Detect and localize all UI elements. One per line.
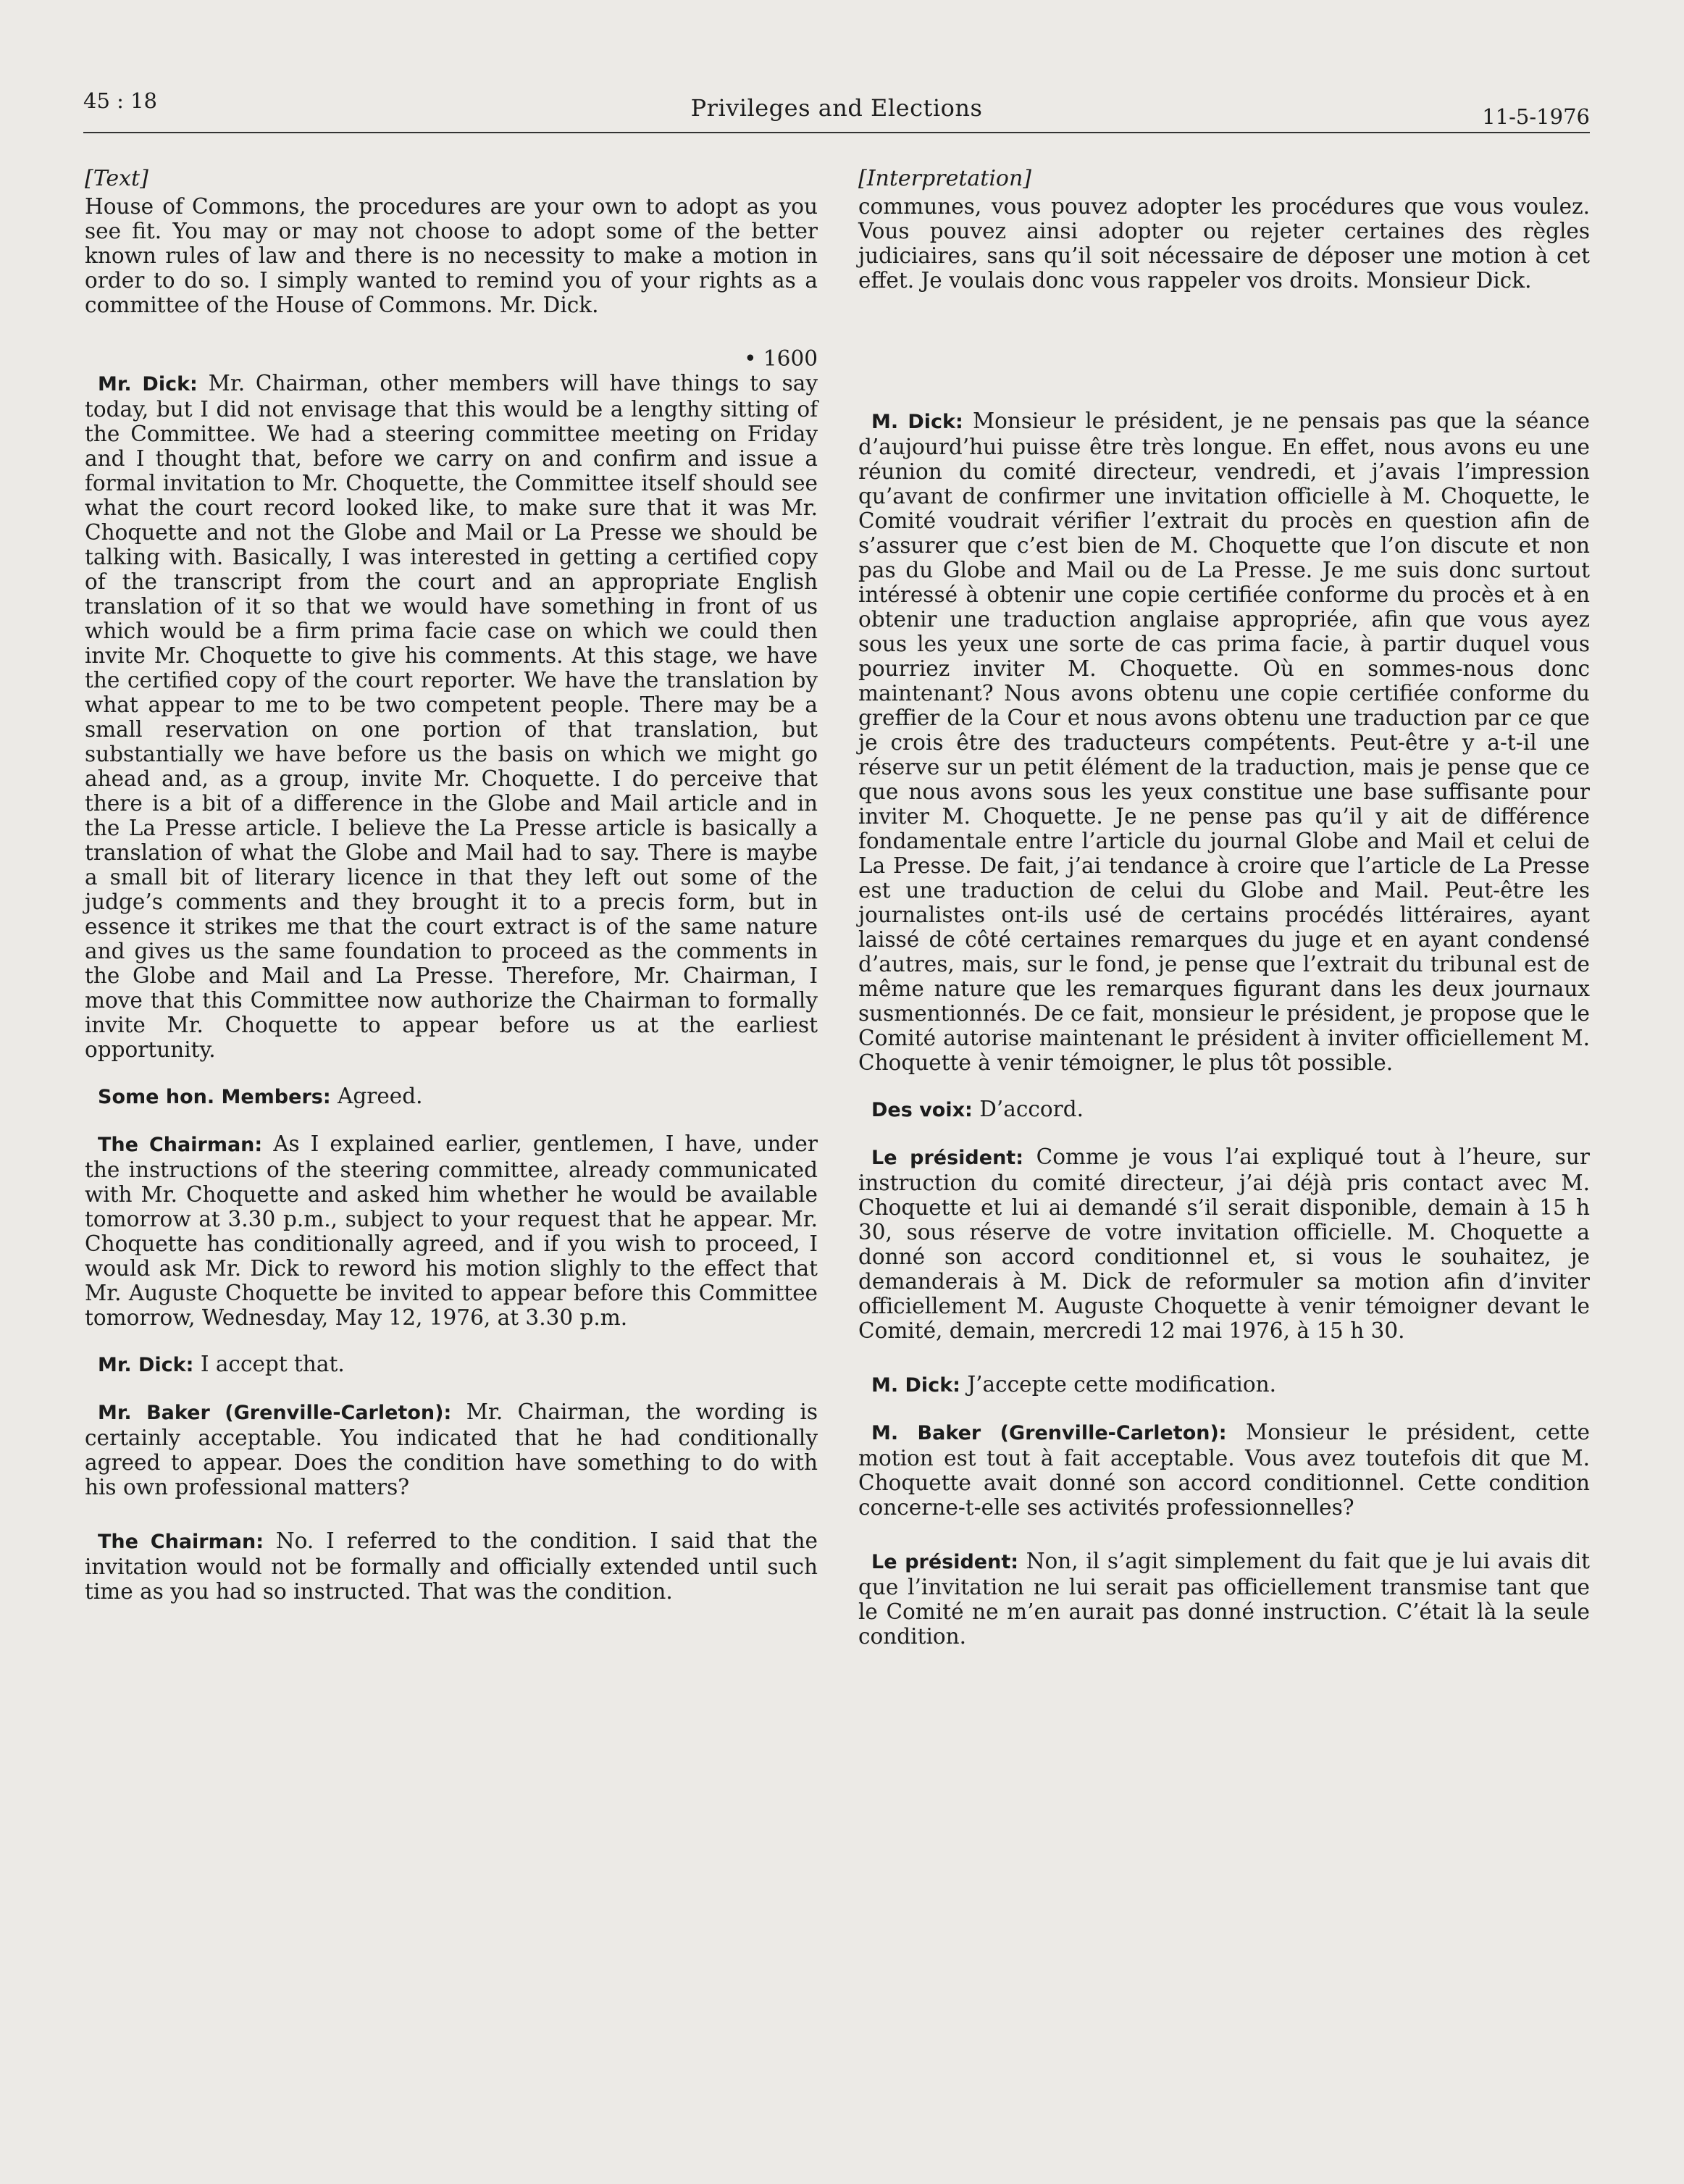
speech-text: J’accepte cette modification.: [967, 1372, 1276, 1397]
speech-text: D’accord.: [979, 1097, 1084, 1121]
speech-paragraph: [85, 1399, 818, 1499]
speech-paragraph: [858, 1145, 1590, 1343]
opening-paragraph: communes, vous pouvez adopter les procédures que vous voulez. Vous pouvez ainsi adopter ou rejeter certaines des règles judiciaires, sans qu’il soit nécessaire de déposer une motion à cet effet. Je voulais donc vous rappeler vos droits. Monsieur Dick.: [858, 194, 1590, 293]
speaker-name: Le président:: [871, 1147, 1024, 1169]
speaker-name: M. Baker (Grenville-Carleton):: [871, 1422, 1227, 1444]
speaker-name: Mr. Dick:: [98, 1354, 194, 1376]
page-date: 11-5-1976: [1482, 104, 1590, 129]
speech-text: I accept that.: [200, 1352, 345, 1376]
time-marker: • 1600: [744, 346, 818, 371]
speech-text: Non, il s’agit simplement du fait que je lui avais dit que l’invitation ne lui serait pas officiellement transmise tant que le Comité ne m’en aurait pas donné instruction. C’était là la seule condition.: [858, 1549, 1590, 1649]
speech-text: Mr. Chairman, other members will have things to say today, but I did not envisage that this would be a lengthy sitting of the Committee. We had a steering committee meeting on Friday and I thought that, before we carry on and confirm and issue a formal invitation to Mr. Choquette, the Committee itself should see what the court record looked like, to make sure that it was Mr. Choquette and not the Globe and Mail or La Presse we should be talking with. Basically, I was interested in getting a certified copy of the transcript from the court and an appropriate English translation of it so that we would have something in front of us which would be a firm prima facie case on which we could then invite Mr. Choquette to give his comments. At this stage, we have the certified copy of the court reporter. We have the translation by what appear to me to be two competent people. There may be a small reservation on one portion of that translation, but substantially we have before us the basis on which we might go ahead and, as a group, invite Mr. Choquette. I do perceive that there is a bit of a difference in the Globe and Mail article and in the La Presse article. I believe the La Presse article is basically a translation of what the Globe and Mail had to say. There is maybe a small bit of literary licence in that they left out some of the judge’s comments and they brought it to a precis form, but in essence it strikes me that the court extract is of the same nature and gives us the same foundation to proceed as the comments in the Globe and Mail and La Presse. Therefore, Mr. Chairman, I move that this Committee now authorize the Chairman to formally invite Mr. Choquette to appear before us at the earliest opportunity.: [85, 371, 818, 1062]
speaker-name: Mr. Baker (Grenville-Carleton):: [98, 1402, 452, 1424]
speaker-name: Des voix:: [871, 1099, 973, 1121]
speech-paragraph: [858, 1549, 1590, 1649]
speech-paragraph: [85, 1528, 818, 1604]
speech-text: Agreed.: [338, 1084, 423, 1108]
speech-paragraph: [858, 409, 1590, 1075]
speech-text: Mr. Chairman, the wording is certainly acceptable. You indicated that he had conditionally agreed to appear. Does the condition have something to do with his own professional matters?: [85, 1399, 818, 1499]
opening-paragraph: House of Commons, the procedures are your own to adopt as you see fit. You may or may not choose to adopt some of the better known rules of law and there is no necessity to make a motion in order to do so. I simply wanted to remind you of your rights as a committee of the House of Commons. Mr. Dick.: [85, 194, 818, 317]
speaker-name: M. Dick:: [871, 1374, 960, 1397]
speaker-name: M. Dick:: [871, 411, 963, 433]
speech-paragraph: [85, 1084, 818, 1110]
english-column: [85, 167, 818, 1604]
speech-paragraph: [85, 1352, 818, 1378]
speaker-name: Some hon. Members:: [98, 1086, 331, 1108]
page-title: Privileges and Elections: [690, 94, 983, 122]
speaker-name: Le président:: [871, 1551, 1019, 1573]
speech-paragraph: [858, 1420, 1590, 1520]
speech-text: No. I referred to the condition. I said that the invitation would not be formally and officially extended until such time as you had so instructed. That was the condition.: [85, 1528, 818, 1604]
page-header: [83, 85, 1590, 133]
speech-text: Comme je vous l’ai expliqué tout à l’heure, sur instruction du comité directeur, j’ai déjà pris contact avec M. Choquette et lui ai demandé s’il serait disponible, demain à 15 h 30, sous réserve de votre invitation officielle. M. Choquette a donné son accord conditionnel et, si vous le souhaitez, je demanderais à M. Dick de reformuler sa motion afin d’inviter officiellement M. Auguste Choquette à venir témoigner devant le Comité, demain, mercredi 12 mai 1976, à 15 h 30.: [858, 1145, 1591, 1343]
speech-text: As I explained earlier, gentlemen, I have, under the instructions of the steering committee, already communicated with Mr. Choquette and asked him whether he would be available tomorrow at 3.30 p.m., subject to your request that he appear. Mr. Choquette has conditionally agreed, and if you wish to proceed, I would ask Mr. Dick to reword his motion slighly to the effect that Mr. Auguste Choquette be invited to appear before this Committee tomorrow, Wednesday, May 12, 1976, at 3.30 p.m.: [85, 1131, 818, 1330]
speech-paragraph: [858, 1097, 1590, 1123]
page-number: 45 : 18: [83, 88, 158, 113]
language-label: [Text]: [85, 166, 148, 191]
speech-paragraph: [85, 1131, 818, 1330]
speaker-name: The Chairman:: [98, 1134, 263, 1156]
speech-text: Monsieur le président, je ne pensais pas que la séance d’aujourd’hui puisse être très longue. En effet, nous avons eu une réunion du comité directeur, vendredi, et j’avais l’impression qu’avant de confirmer une invitation officielle à M. Choquette, le Comité voudrait vérifier l’extrait du procès en question afin de s’assurer que c’est bien de M. Choquette que l’on discute et non pas du Globe and Mail ou de La Presse. Je me suis donc surtout intéressé à obtenir une copie certifiée conforme du procès et à en obtenir une traduction anglaise appropriée, afin que vous ayez sous les yeux une sorte de cas prima facie, à partir duquel vous pourriez inviter M. Choquette. Où en sommes-nous donc maintenant? Nous avons obtenu une copie certifiée conforme du greffier de la Cour et nous avons obtenu une traduction par ce que je crois être des traducteurs compétents. Peut-être y a-t-il une réserve sur un petit élément de la traduction, mais je pense que ce que nous avons sous les yeux constitue une base suffisante pour inviter M. Choquette. Je ne pense pas qu’il y ait de différence fondamentale entre l’article du journal Globe and Mail et celui de La Presse. De fait, j’ai tendance à croire que l’article de La Presse est une traduction de celui du Globe and Mail. Peut-être les journalistes ont-ils usé de certains procédés littéraires, ayant laissé de côté certaines remarques du juge et en ayant condensé d’autres, mais, sur le fond, je pense que l’extrait du tribunal est de même nature que les remarques figurant dans les deux journaux susmentionnés. De ce fait, monsieur le président, je propose que le Comité autorise maintenant le président à inviter officiellement M. Choquette à venir témoigner, le plus tôt possible.: [858, 409, 1590, 1075]
speech-text: Monsieur le président, cette motion est tout à fait acceptable. Vous avez toutefois dit que M. Choquette avait donné son accord conditionnel. Cette condition concerne-t-elle ses activités professionnelles?: [858, 1420, 1590, 1520]
speech-paragraph: [85, 371, 818, 1062]
speaker-name: The Chairman:: [98, 1531, 264, 1553]
speaker-name: Mr. Dick:: [98, 373, 198, 396]
french-column: [858, 167, 1590, 1649]
language-label: [Interpretation]: [858, 166, 1032, 191]
speech-paragraph: [858, 1372, 1590, 1398]
